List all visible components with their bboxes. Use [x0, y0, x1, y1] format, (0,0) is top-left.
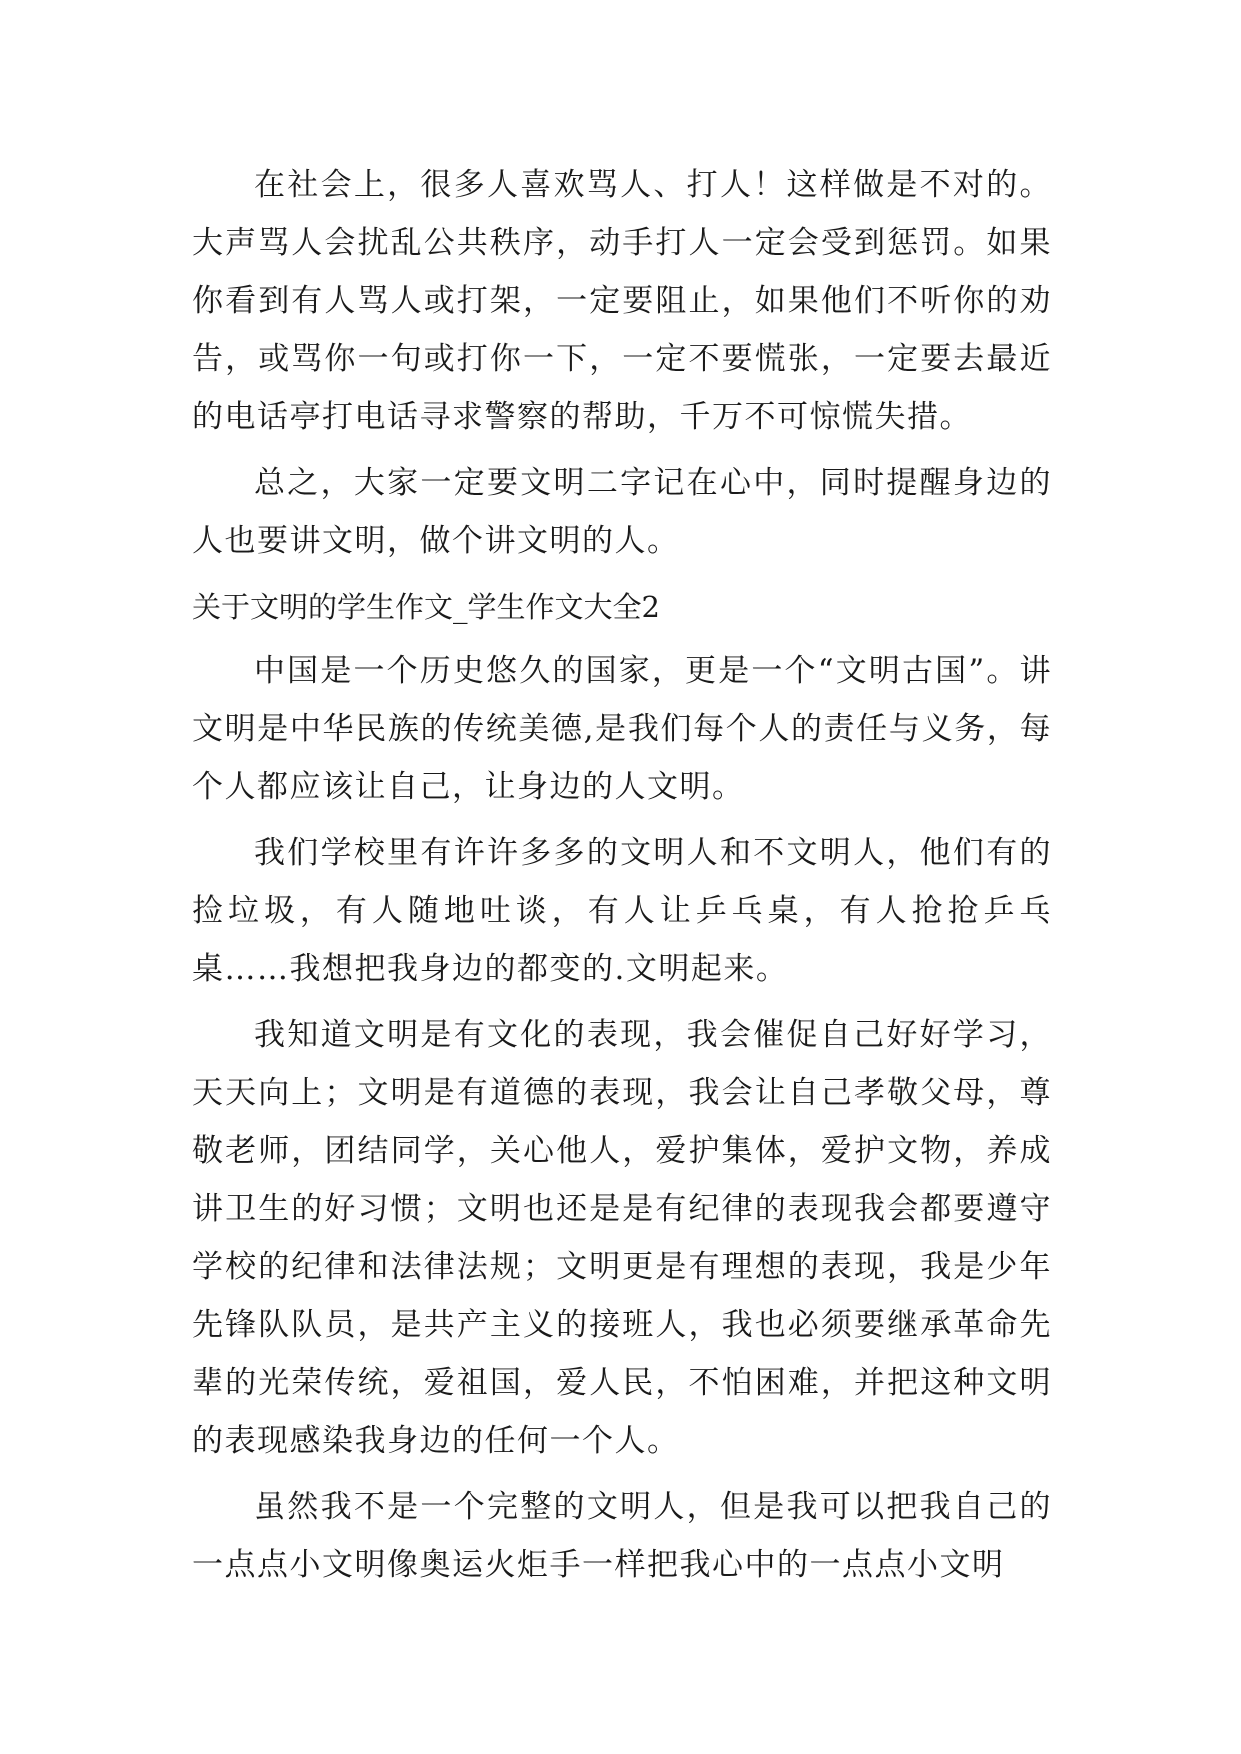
paragraph-conclusion: 总之，大家一定要文明二字记在心中，同时提醒身边的人也要讲文明，做个讲文明的人。 [192, 465, 1052, 559]
paragraph-ancient-civilization: 中国是一个历史悠久的国家，更是一个“文明古国”。讲文明是中华民族的传统美德,是我们每个人的责任与义务，每个人都应该让自己，让身边的人文明。 [192, 653, 1052, 805]
paragraph-torch-bearer: 虽然我不是一个完整的文明人，但是我可以把我自己的一点点小文明像奥运火炬手一样把我心中的一点点小文明 [192, 1489, 1052, 1583]
paragraph-school-behavior: 我们学校里有许许多多的文明人和不文明人，他们有的捡垃圾，有人随地吐谈，有人让乒乓桌，有人抢抢乒乓桌……我想把我身边的都变的.文明起来。 [192, 835, 1052, 987]
paragraph-meaning-of-civility: 我知道文明是有文化的表现，我会催促自己好好学习，天天向上；文明是有道德的表现，我会让自己孝敬父母，尊敬老师，团结同学，关心他人，爱护集体，爱护文物，养成讲卫生的好习惯；文明也还是是有纪律的表现我会都要遵守学校的纪律和法律法规；文明更是有理想的表现，我是少年先锋队队员，是共产主义的接班人，我也必须要继承革命先辈的光荣传统，爱祖国，爱人民，不怕困难，并把这种文明的表现感染我身边的任何一个人。 [192, 1017, 1052, 1459]
paragraph-public-behavior: 在社会上，很多人喜欢骂人、打人！这样做是不对的。大声骂人会扰乱公共秩序，动手打人一定会受到惩罚。如果你看到有人骂人或打架，一定要阻止，如果他们不听你的劝告，或骂你一句或打你一下，一定不要慌张，一定要去最近的电话亭打电话寻求警察的帮助，千万不可惊慌失措。 [192, 167, 1052, 435]
document-body [192, 156, 1052, 1602]
section-title: 关于文明的学生作文_学生作文大全2 [192, 590, 660, 624]
